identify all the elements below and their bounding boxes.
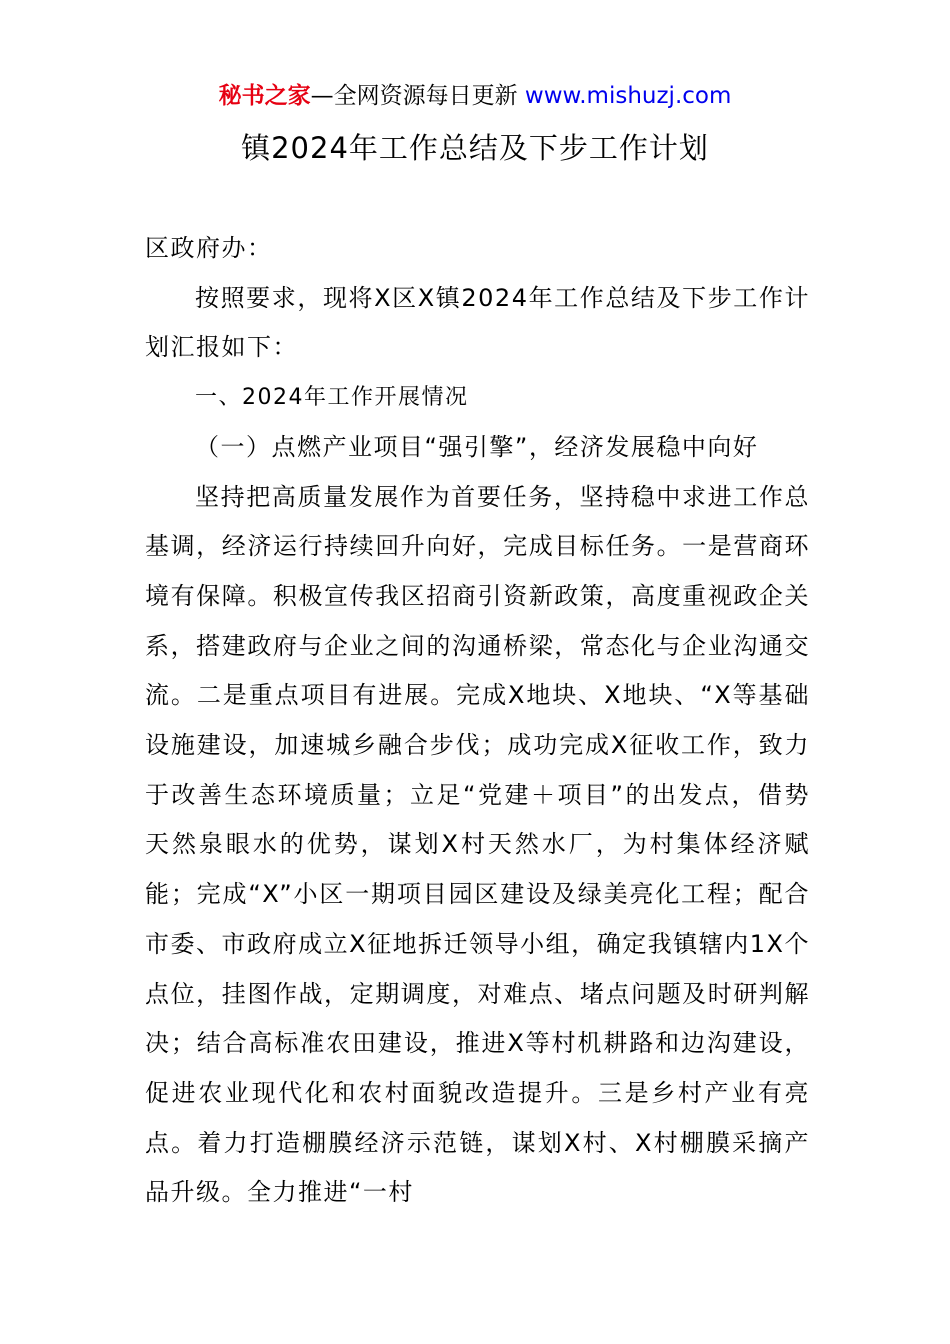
document-body xyxy=(145,224,810,1218)
section-heading-1: 一、2024年工作开展情况 xyxy=(195,385,469,411)
brand-name: 秘书之家 xyxy=(218,83,311,109)
body-paragraph-1: 坚持把高质量发展作为首要任务，坚持稳中求进工作总基调，经济运行持续回升向好，完成目标任务。一是营商环境有保障。积极宣传我区招商引资新政策，高度重视政企关系，搭建政府与企业之间的沟通桥梁，常态化与企业沟通交流。二是重点项目有进展。完成X地块、X地块、“X等基础设施建设，加速城乡融合步伐；成功完成X征收工作，致力于改善生态环境质量；立足“党建＋项目”的出发点，借势天然泉眼水的优势，谋划X村天然水厂，为村集体经济赋能；完成“X”小区一期项目园区建设及绿美亮化工程；配合市委、市政府成立X征地拆迁领导小组，确定我镇辖内1X个点位，挂图作战，定期调度，对难点、堵点问题及时研判解决；结合高标准农田建设，推进X等村机耕路和边沟建设，促进农业现代化和农村面貌改造提升。三是乡村产业有亮点。着力打造棚膜经济示范链，谋划X村、X村棚膜采摘产品升级。全力推进“一村 xyxy=(145,482,810,1207)
site-slogan: —全网资源每日更新 xyxy=(310,83,525,109)
document-title: 镇2024年工作总结及下步工作计划 xyxy=(241,131,709,165)
intro-paragraph: 按照要求，现将X区X镇2024年工作总结及下步工作计划汇报如下： xyxy=(145,283,810,362)
subsection-heading-1: （一）点燃产业项目“强引擎”，经济发展稳中向好 xyxy=(195,432,759,461)
site-header xyxy=(0,80,950,112)
addressee: 区政府办： xyxy=(145,234,273,262)
site-url-link[interactable]: www.mishuzj.com xyxy=(524,83,732,109)
